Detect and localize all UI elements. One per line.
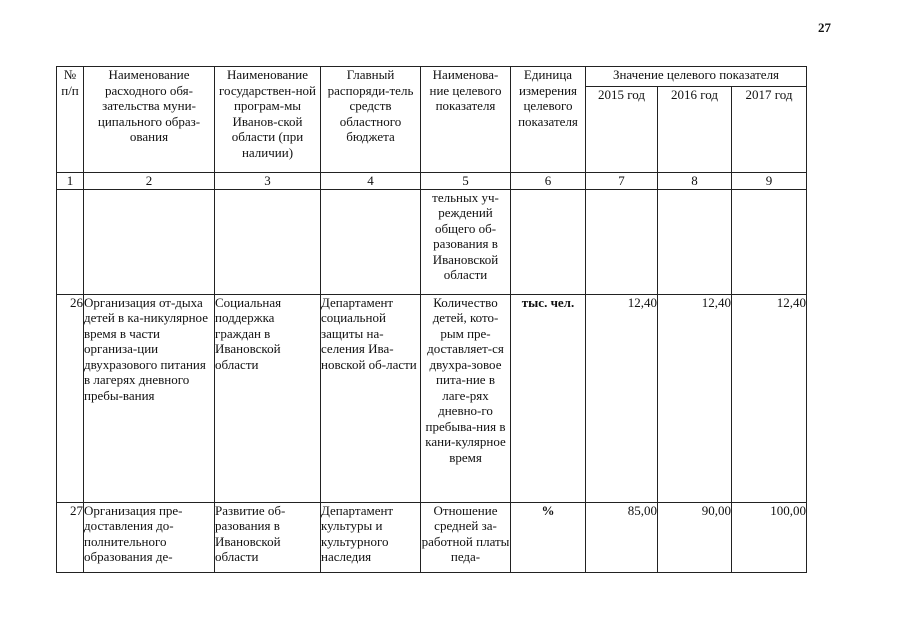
program-name: Социальная поддержка граждан в Ивановской области [215,294,321,502]
value-2016: 12,40 [658,294,732,502]
continuation-indicator: тельных уч-реждений общего об-разования в Ивановской области [421,189,511,294]
value-2015: 12,40 [586,294,658,502]
col-number: 3 [215,173,321,190]
col-number: 5 [421,173,511,190]
indicator-name: Количество детей, кото-рым пре-доставляет-ся двухра-зовое пита-ние в лаге-рях дневно-го пребыва-ния в кани-кулярное время [421,294,511,502]
header-unit: Единица измерения целевого показателя [511,67,586,173]
col-number: 6 [511,173,586,190]
indicator-name: Отношение средней за-работной платы педа- [421,502,511,572]
administrator-name: Департамент социальной защиты на-селения Ива-новской об-ласти [321,294,421,502]
header-administrator: Главный распоряди-тель средств областного бюджета [321,67,421,173]
header-obligation: Наименование расходного обя-зательства муни-ципального образ-ования [84,67,215,173]
value-2017: 12,40 [732,294,807,502]
value-2016: 90,00 [658,502,732,572]
table-row [57,294,807,502]
header-target-values: Значение целевого показателя [586,67,807,87]
obligation-name: Организация от-дыха детей в ка-никулярное время в части организа-ции двухразового питания в лагерях дневного пребы-вания [84,294,215,502]
unit: % [511,502,586,572]
target-indicators-table [56,66,807,573]
administrator-name: Департамент культуры и культурного наследия [321,502,421,572]
value-2017: 100,00 [732,502,807,572]
header-year-2015: 2015 год [586,87,658,173]
page-number: 27 [818,20,831,35]
row-number: 26 [57,294,84,502]
table-row [57,502,807,572]
unit: тыс. чел. [511,294,586,502]
col-number: 7 [586,173,658,190]
header-year-2017: 2017 год [732,87,807,173]
program-name: Развитие об-разования в Ивановской области [215,502,321,572]
row-number: 27 [57,502,84,572]
header-year-2016: 2016 год [658,87,732,173]
header-program: Наименование государствен-ной програм-мы Иванов-ской области (при наличии) [215,67,321,173]
col-number: 8 [658,173,732,190]
continuation-row [57,189,807,294]
header-indicator: Наименова-ние целевого показателя [421,67,511,173]
col-number: 9 [732,173,807,190]
obligation-name: Организация пре-доставления до-полнительного образования де- [84,502,215,572]
column-number-row [57,173,807,190]
col-number: 2 [84,173,215,190]
col-number: 4 [321,173,421,190]
value-2015: 85,00 [586,502,658,572]
header-num: № п/п [57,67,84,173]
col-number: 1 [57,173,84,190]
